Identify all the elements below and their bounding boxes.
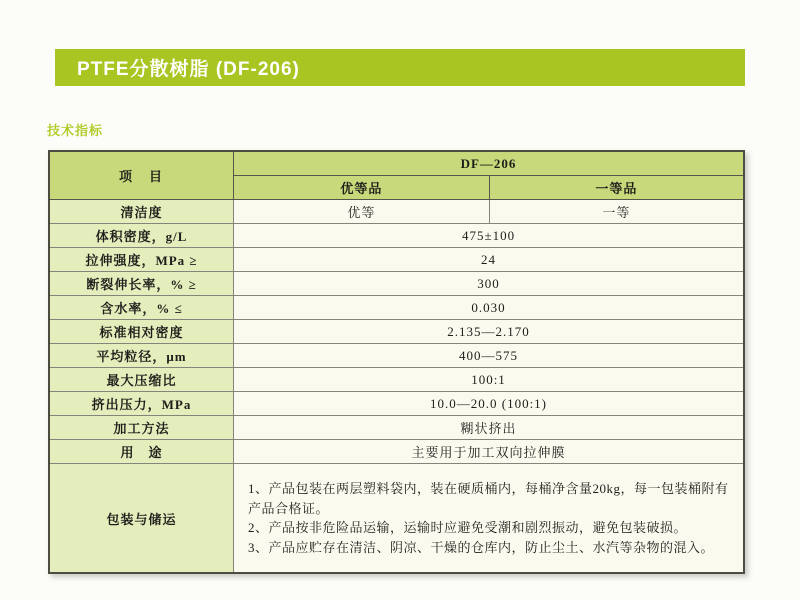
row-value: 100:1 bbox=[234, 368, 744, 392]
header-cell-product: DF—206 bbox=[234, 151, 744, 176]
row-label: 用 途 bbox=[49, 440, 234, 464]
packaging-cell bbox=[234, 464, 744, 574]
packaging-line-3: 3、产品应贮存在清洁、阴凉、干燥的仓库内，防止尘土、水汽等杂物的混入。 bbox=[248, 539, 715, 555]
row-value: 300 bbox=[234, 272, 744, 296]
table-header-row-1 bbox=[49, 151, 744, 176]
row-label: 挤出压力，MPa bbox=[49, 392, 234, 416]
table-row-packaging bbox=[49, 464, 744, 574]
row-value: 400—575 bbox=[234, 344, 744, 368]
table-row-relative-density bbox=[49, 320, 744, 344]
row-label: 清洁度 bbox=[49, 200, 234, 224]
table-row-application bbox=[49, 440, 744, 464]
row-value: 475±100 bbox=[234, 224, 744, 248]
table-row-processing-method bbox=[49, 416, 744, 440]
packaging-line-2: 2、产品按非危险品运输，运输时应避免受潮和剧烈振动，避免包装破损。 bbox=[248, 520, 688, 535]
row-label: 断裂伸长率，% ≥ bbox=[49, 272, 234, 296]
table-row-cleanliness bbox=[49, 200, 744, 224]
section-label: 技术指标 bbox=[47, 123, 104, 138]
page-title: PTFE分散树脂 (DF-206) bbox=[77, 59, 300, 80]
table-row-tensile-strength bbox=[49, 248, 744, 272]
row-value-excellent: 优等 bbox=[234, 200, 490, 224]
table-row-particle-size bbox=[49, 344, 744, 368]
row-label: 包装与储运 bbox=[49, 464, 234, 574]
header-cell-grade-excellent: 优等品 bbox=[234, 176, 490, 200]
header-cell-grade-first: 一等品 bbox=[489, 176, 744, 200]
row-label: 含水率，% ≤ bbox=[49, 296, 234, 320]
row-value-first: 一等 bbox=[489, 200, 744, 224]
row-label: 标准相对密度 bbox=[49, 320, 234, 344]
table-row-elongation bbox=[49, 272, 744, 296]
row-value: 10.0—20.0 (100:1) bbox=[234, 392, 744, 416]
row-label: 加工方法 bbox=[49, 416, 234, 440]
row-label: 平均粒径，μm bbox=[49, 344, 234, 368]
row-value: 主要用于加工双向拉伸膜 bbox=[234, 440, 744, 464]
page-title-bar bbox=[55, 49, 745, 86]
packaging-line-1: 1、产品包装在两层塑料袋内，装在硬质桶内，每桶净含量20kg，每一包装桶附有产品合格证。 bbox=[248, 481, 729, 516]
spec-table bbox=[48, 150, 745, 574]
table-row-compression-ratio bbox=[49, 368, 744, 392]
table-row-extrusion-pressure bbox=[49, 392, 744, 416]
table-row-moisture bbox=[49, 296, 744, 320]
table-row-bulk-density bbox=[49, 224, 744, 248]
header-cell-item: 项 目 bbox=[49, 151, 234, 200]
row-value: 2.135—2.170 bbox=[234, 320, 744, 344]
row-label: 最大压缩比 bbox=[49, 368, 234, 392]
row-value: 24 bbox=[234, 248, 744, 272]
row-label: 体积密度，g/L bbox=[49, 224, 234, 248]
row-value: 0.030 bbox=[234, 296, 744, 320]
row-label: 拉伸强度，MPa ≥ bbox=[49, 248, 234, 272]
row-value: 糊状挤出 bbox=[234, 416, 744, 440]
